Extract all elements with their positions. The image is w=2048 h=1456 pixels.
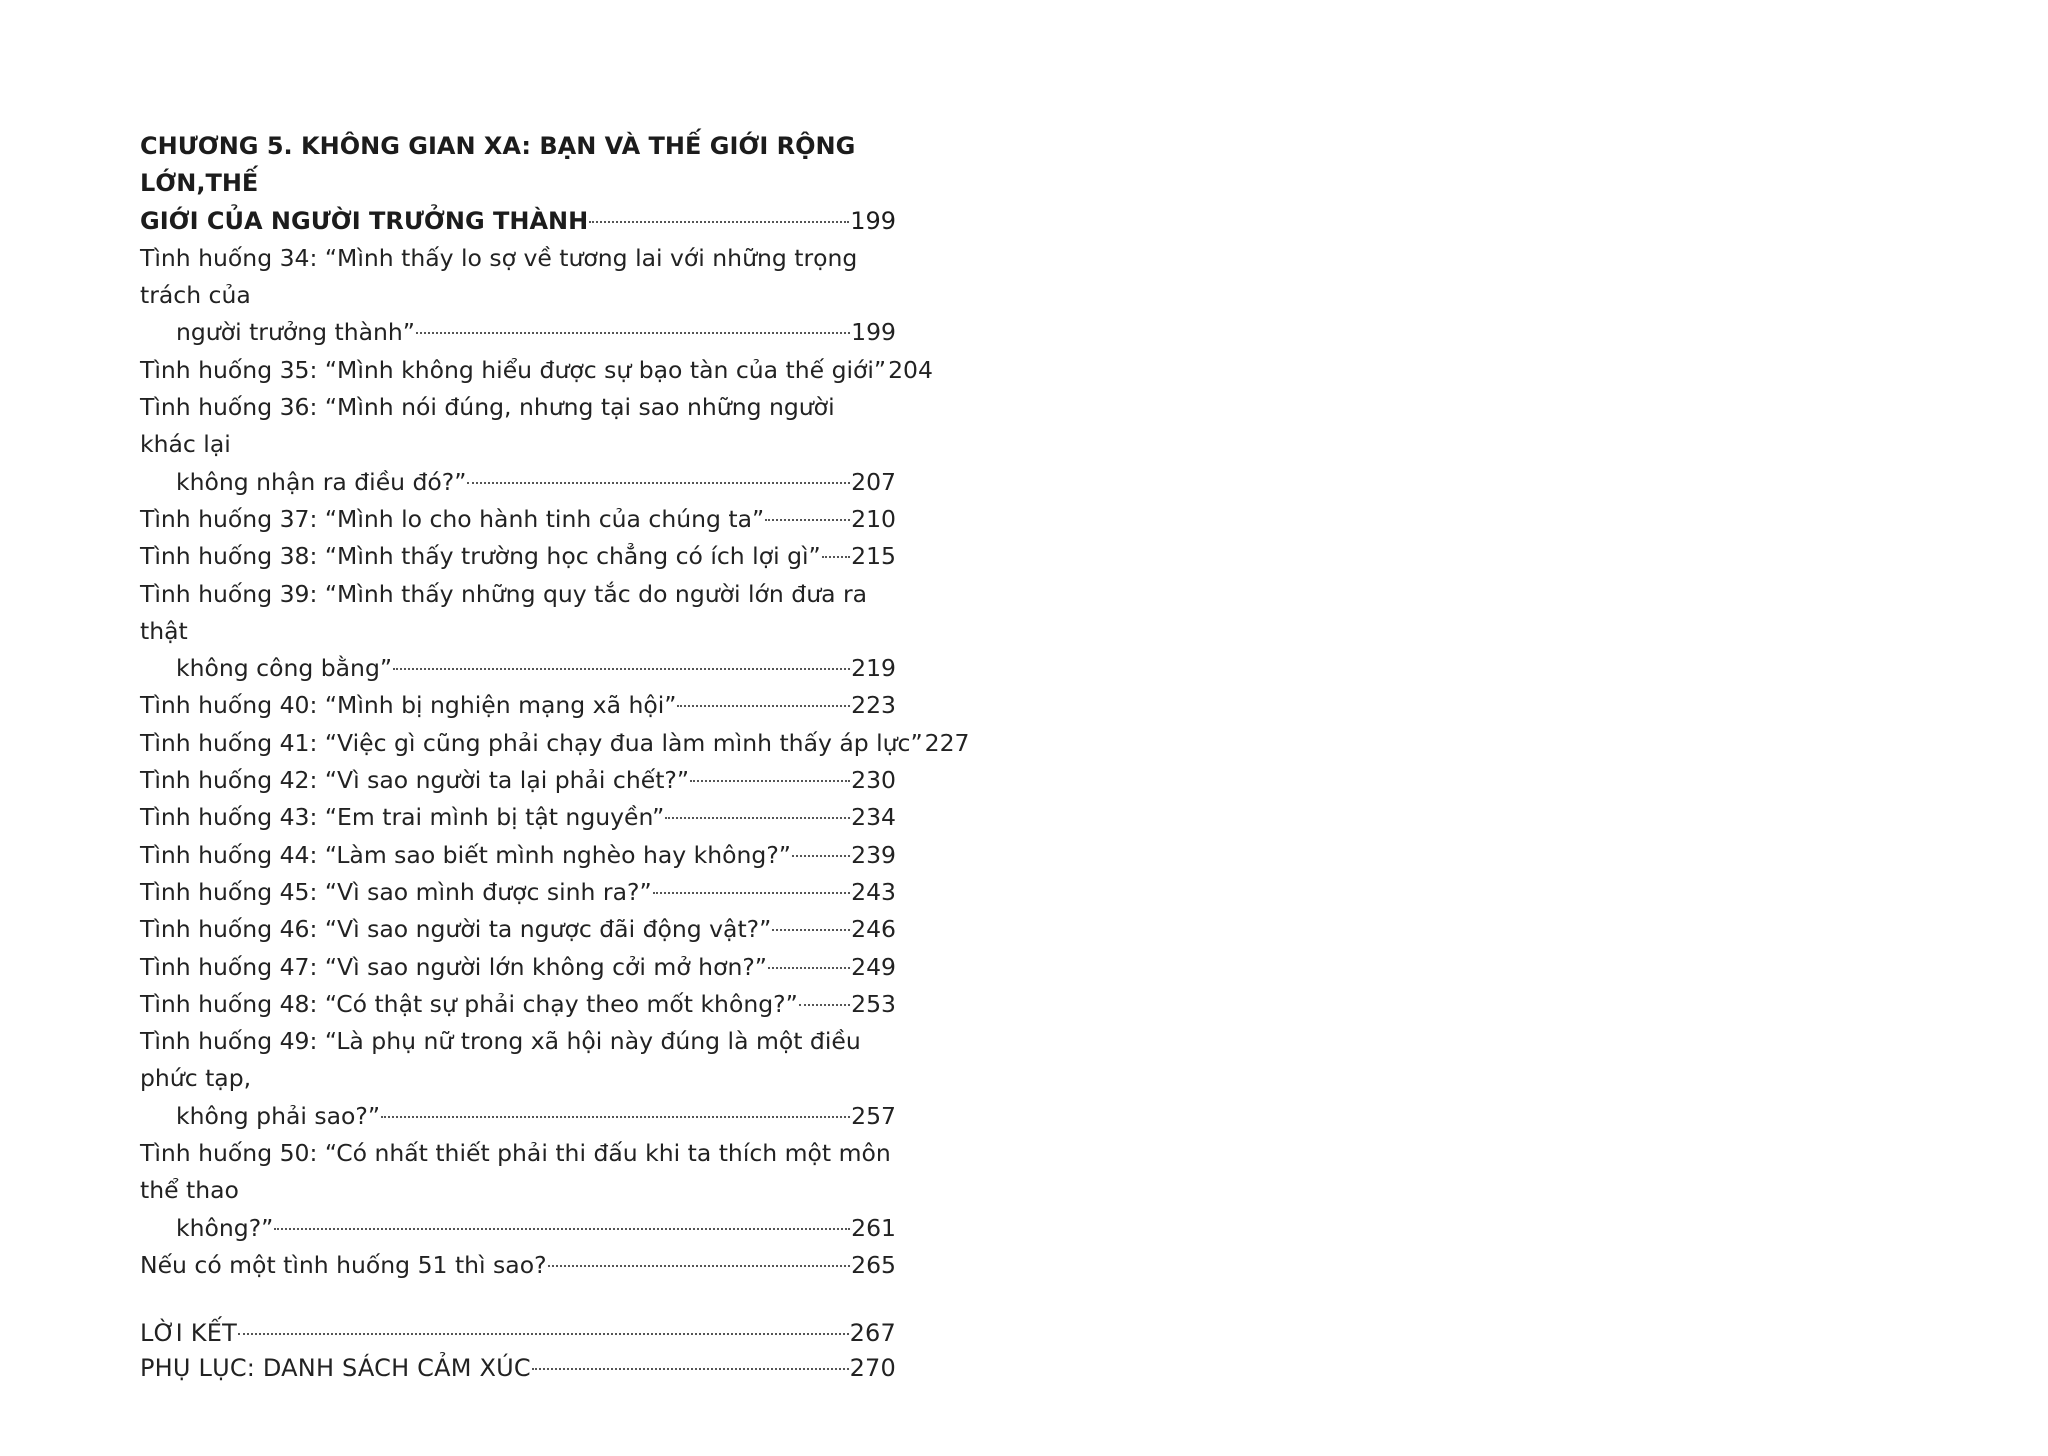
dot-leader	[822, 556, 850, 558]
dot-leader	[792, 855, 850, 857]
toc-entry[interactable]	[140, 949, 896, 986]
dot-leader	[799, 1004, 850, 1006]
chapter-title-line1: CHƯƠNG 5. KHÔNG GIAN XA: BẠN VÀ THẾ GIỚI RỘNG LỚN,THẾ	[140, 132, 856, 198]
entry-title-line1: Tình huống 49: “Là phụ nữ trong xã hội này đúng là một điều phức tạp,	[140, 1027, 861, 1093]
dot-leader	[393, 668, 850, 670]
entry-leader	[140, 650, 896, 687]
entry-title: không công bằng”	[176, 654, 393, 683]
entry-leader	[140, 314, 896, 351]
dot-leader	[589, 221, 849, 223]
dot-leader	[238, 1333, 849, 1335]
page-number: 261	[851, 1213, 896, 1242]
entry-title: không phải sao?”	[176, 1101, 381, 1130]
toc-entry[interactable]	[140, 911, 896, 948]
entry-leader	[140, 762, 896, 799]
entry-title-line1: Tình huống 36: “Mình nói đúng, nhưng tại sao những người khác lại	[140, 393, 835, 459]
toc-entry[interactable]	[140, 986, 896, 1023]
entry-title: Tình huống 35: “Mình không hiểu được sự bạo tàn của thế giới”	[140, 355, 887, 384]
chapter-title-leader	[140, 203, 896, 240]
page-number: 210	[851, 504, 896, 533]
toc-entry[interactable]	[140, 687, 896, 724]
entry-title: không?”	[176, 1213, 274, 1242]
dot-leader	[677, 705, 850, 707]
dot-leader	[548, 1265, 851, 1267]
toc-entry[interactable]	[140, 874, 896, 911]
page-number: 249	[851, 952, 896, 981]
toc-entry[interactable]	[140, 1247, 896, 1284]
page-number: 257	[851, 1101, 896, 1130]
toc-entry[interactable]	[140, 1023, 896, 1135]
toc-entry-appendix[interactable]	[140, 1351, 896, 1386]
page-number: 253	[851, 989, 896, 1018]
dot-leader	[690, 780, 850, 782]
entry-title: Tình huống 45: “Vì sao mình được sinh ra?”	[140, 877, 652, 906]
entry-leader	[140, 1316, 896, 1351]
page-number: 199	[851, 318, 896, 347]
entry-title: Tình huống 38: “Mình thấy trường học chẳng có ích lợi gì”	[140, 542, 821, 571]
page-number: 207	[851, 467, 896, 496]
table-of-contents	[140, 128, 970, 1386]
toc-entry-closing[interactable]	[140, 1316, 896, 1351]
entry-title: Tình huống 42: “Vì sao người ta lại phải chết?”	[140, 766, 690, 795]
entry-leader	[140, 1210, 896, 1247]
toc-entry[interactable]	[140, 352, 933, 389]
entry-title: Tình huống 48: “Có thật sự phải chạy theo mốt không?”	[140, 989, 798, 1018]
page-number: 246	[851, 915, 896, 944]
toc-entry[interactable]	[140, 576, 896, 688]
entry-title-line1: Tình huống 39: “Mình thấy những quy tắc do người lớn đưa ra thật	[140, 579, 868, 645]
page-number: 265	[851, 1250, 896, 1279]
entry-leader	[140, 1351, 896, 1386]
entry-title: Tình huống 37: “Mình lo cho hành tinh của chúng ta”	[140, 504, 765, 533]
dot-leader	[532, 1368, 849, 1370]
toc-entry[interactable]	[140, 1135, 896, 1247]
entry-leader	[140, 687, 896, 724]
entry-leader	[140, 911, 896, 948]
entry-title: Tình huống 40: “Mình bị nghiện mạng xã hội”	[140, 691, 677, 720]
entry-title: Tình huống 47: “Vì sao người lớn không cởi mở hơn?”	[140, 952, 767, 981]
entry-title: Tình huống 44: “Làm sao biết mình nghèo hay không?”	[140, 840, 791, 869]
entry-leader	[140, 986, 896, 1023]
entry-title: Tình huống 43: “Em trai mình bị tật nguyền”	[140, 803, 665, 832]
toc-entry[interactable]	[140, 501, 896, 538]
dot-leader	[381, 1116, 850, 1118]
entry-title: LỜI KẾT	[140, 1319, 237, 1348]
toc-entry[interactable]	[140, 538, 896, 575]
entry-leader	[140, 1247, 896, 1284]
dot-leader	[765, 519, 850, 521]
toc-entry[interactable]	[140, 240, 896, 352]
chapter-title-line2: GIỚI CỦA NGƯỜI TRƯỞNG THÀNH	[140, 206, 589, 235]
toc-entry[interactable]	[140, 389, 896, 501]
entry-leader	[140, 464, 896, 501]
entry-title: PHỤ LỤC: DANH SÁCH CẢM XÚC	[140, 1354, 531, 1383]
page-number: 234	[851, 803, 896, 832]
entry-title-line1: Tình huống 34: “Mình thấy lo sợ về tương lai với những trọng trách của	[140, 243, 858, 310]
entry-leader	[140, 837, 896, 874]
toc-entry[interactable]	[140, 837, 896, 874]
toc-entry[interactable]	[140, 725, 970, 762]
page-number: 219	[851, 654, 896, 683]
toc-entry[interactable]	[140, 799, 896, 836]
dot-leader	[665, 817, 850, 819]
entry-title: không nhận ra điều đó?”	[176, 467, 467, 496]
entry-title: Tình huống 46: “Vì sao người ta ngược đãi động vật?”	[140, 915, 772, 944]
dot-leader	[768, 967, 850, 969]
page-number: 223	[851, 691, 896, 720]
entry-leader	[140, 538, 896, 575]
entry-leader	[140, 949, 896, 986]
chapter-heading	[140, 128, 896, 240]
page-number: 243	[851, 877, 896, 906]
page-number: 199	[850, 206, 896, 235]
page-number: 227	[924, 728, 970, 757]
toc-entry[interactable]	[140, 762, 896, 799]
entry-leader	[140, 1098, 896, 1135]
section-gap	[140, 1284, 896, 1316]
dot-leader	[274, 1228, 850, 1230]
page-number: 204	[888, 355, 933, 384]
entry-title: Nếu có một tình huống 51 thì sao?	[140, 1250, 547, 1279]
page-number: 215	[851, 542, 896, 571]
page-number: 270	[849, 1354, 896, 1383]
page-number: 230	[851, 766, 896, 795]
entry-leader	[140, 352, 933, 389]
toc-entries	[140, 240, 970, 1284]
entry-leader	[140, 725, 970, 762]
entry-leader	[140, 501, 896, 538]
page-number: 267	[849, 1319, 896, 1348]
page-number: 239	[851, 840, 896, 869]
dot-leader	[772, 929, 850, 931]
entry-leader	[140, 799, 896, 836]
dot-leader	[467, 482, 850, 484]
dot-leader	[653, 892, 851, 894]
dot-leader	[416, 332, 850, 334]
entry-title: người trưởng thành”	[176, 318, 415, 347]
entry-leader	[140, 874, 896, 911]
entry-title-line1: Tình huống 50: “Có nhất thiết phải thi đấu khi ta thích một môn thể thao	[140, 1139, 891, 1205]
entry-title: Tình huống 41: “Việc gì cũng phải chạy đua làm mình thấy áp lực”	[140, 728, 923, 757]
